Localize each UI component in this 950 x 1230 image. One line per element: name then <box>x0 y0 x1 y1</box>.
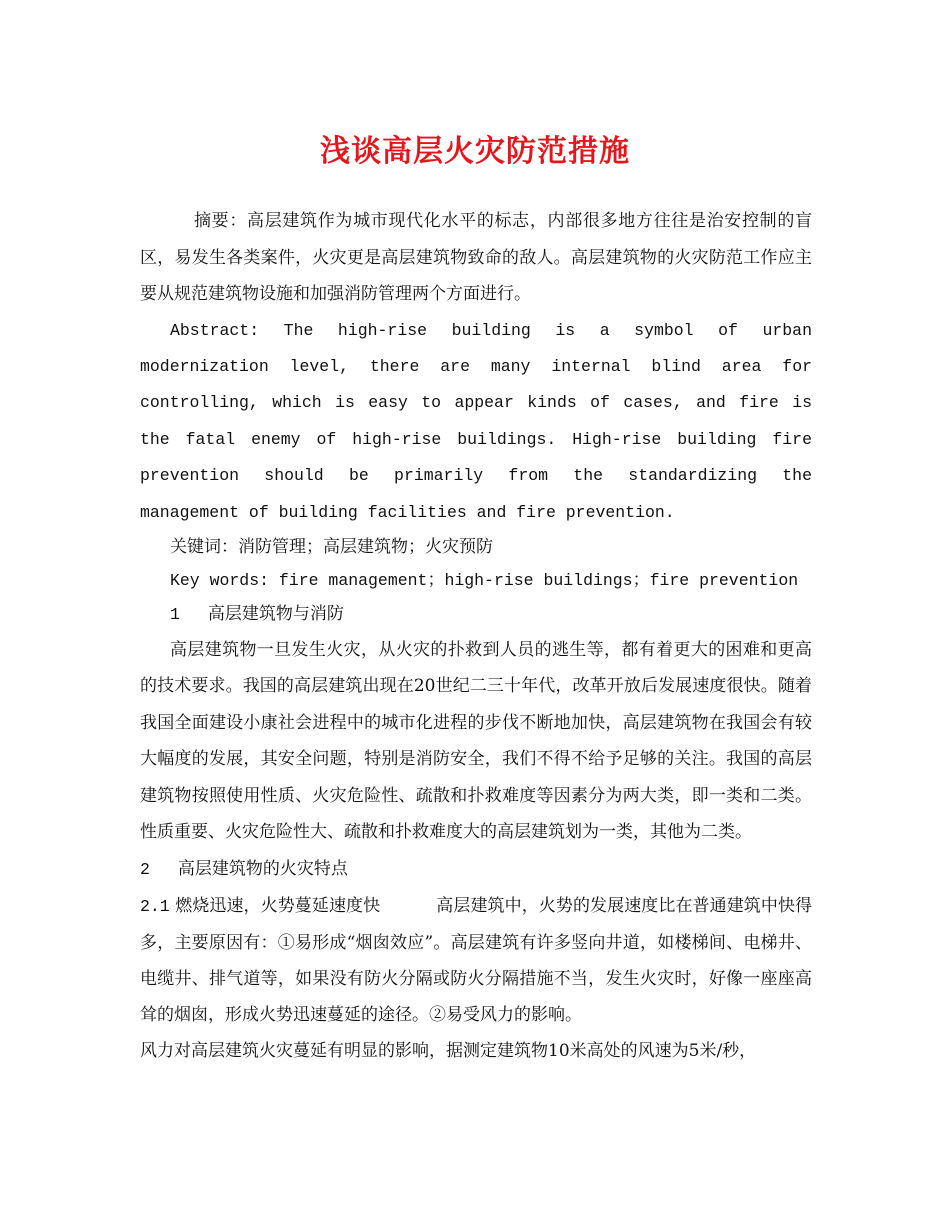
keywords-english <box>140 564 812 597</box>
section-1-number: 1 <box>170 604 180 624</box>
section-2-title: 高层建筑物的火灾特点 <box>177 858 348 879</box>
keywords-chinese: 关键词：消防管理；高层建筑物；火灾预防 <box>170 536 493 557</box>
section-2-1-number: 2.1 <box>140 896 170 916</box>
abstract-chinese: 摘要：高层建筑作为城市现代化水平的标志，内部很多地方往往是治安控制的盲区，易发生各类案件，火灾更是高层建筑物致命的敌人。高层建筑物的火灾防范工作应主要从规范建筑物设施和加强消防管理两个方面进行。 <box>140 211 812 304</box>
abstract-english: Abstract: The high-rise building is a symbol of urban modernization level, there are many internal blind area for controlling, which is easy to appear kinds of cases, and fire is the fatal enemy of high-rise buildings. High-rise building fire prevention should be primarily from the standardizing the management of building facilities and fire prevention. <box>140 320 812 522</box>
section-1-body: 高层建筑物一旦发生火灾，从火灾的扑救到人员的逃生等，都有着更大的困难和更高的技术要求。我国的高层建筑出现在20世纪二三十年代，改革开放后发展速度很快。随着我国全面建设小康社会进程中的城市化进程的步伐不断地加快，高层建筑物在我国会有较大幅度的发展，其安全问题，特别是消防安全，我们不得不给予足够的关注。我国的高层建筑物按照使用性质、火灾危险性、疏散和扑救难度等因素分为两大类，即一类和二类。性质重要、火灾危险性大、疏散和扑救难度大的高层建筑划为一类，其他为二类。 <box>140 639 812 843</box>
section-2-1-continuation: 风力对高层建筑火灾蔓延有明显的影响，据测定建筑物10米高处的风速为5米/秒， <box>140 1040 757 1061</box>
keywords-english-prefix: Key words: fire management <box>170 570 428 590</box>
section-2-heading <box>140 851 812 888</box>
keywords-english-separator: ； <box>632 569 650 590</box>
document-body <box>140 203 812 1069</box>
document-title: 浅谈高层火灾防范措施 <box>320 134 630 169</box>
section-2-number: 2 <box>140 859 150 879</box>
section-1-heading <box>140 597 812 632</box>
section-2-1-title: 燃烧迅速，火势蔓延速度快 <box>175 895 381 916</box>
keywords-english-middle: high-rise buildings <box>444 570 633 590</box>
section-2-1-body: 高层建筑中，火势的发展速度比在普通建筑中快得多，主要原因有：①易形成“烟囱效应”。高层建筑有许多竖向井道，如楼梯间、电梯井、电缆井、排气道等，如果没有防火分隔或防火分隔措施不当，发生火灾时，好像一座座高耸的烟囱，形成火势迅速蔓延的途径。②易受风力的影响。 <box>140 895 813 1025</box>
section-2-1-paragraph <box>140 888 812 1033</box>
section-1-title: 高层建筑物与消防 <box>207 603 344 624</box>
keywords-english-separator: ； <box>427 569 445 590</box>
keywords-english-end: fire prevention <box>649 570 799 590</box>
